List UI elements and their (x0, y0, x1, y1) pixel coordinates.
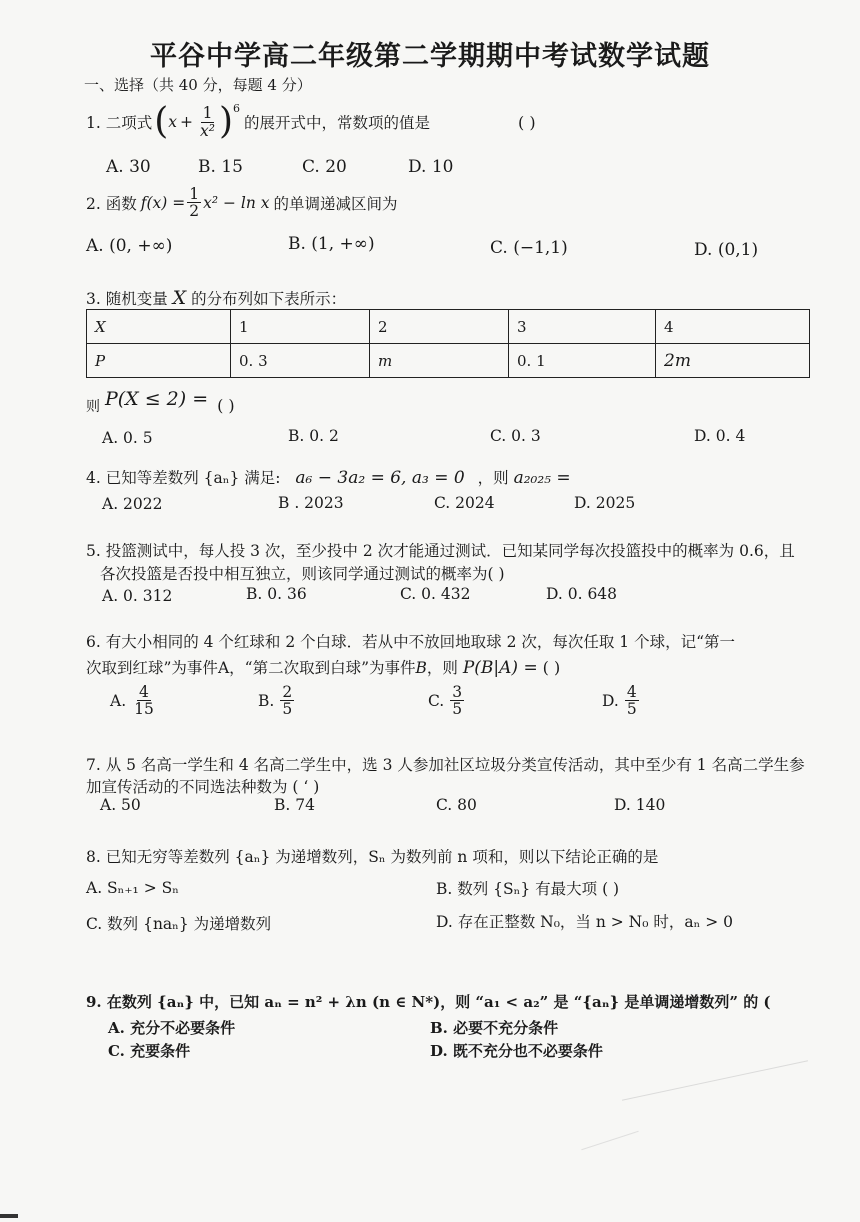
question-5-line-2: 各次投篮是否投中相互独立，则该同学通过测试的概率为( ) (100, 565, 505, 583)
q9-option-d: D. 既不充分也不必要条件 (430, 1042, 603, 1060)
q2-option-d: D. (0,1) (694, 240, 759, 260)
table-cell: 3 (509, 310, 656, 344)
q4-option-d: D. 2025 (574, 494, 636, 512)
q6-option-d: D. $\frac{4}{5}$ (602, 683, 637, 719)
scan-mark (0, 1214, 18, 1218)
q3-option-c: C. 0. 3 (490, 427, 541, 445)
table-cell: 2 (370, 310, 509, 344)
scan-mark (622, 1060, 808, 1100)
q5-option-d: D. 0. 648 (546, 585, 618, 603)
q6-option-c: C. $\frac{3}{5}$ (428, 683, 463, 719)
q2-option-c: C. (−1,1) (490, 238, 568, 258)
q1-option-b: B. 15 (198, 157, 243, 177)
table-row (87, 310, 810, 344)
q6-option-a: A. $\frac{4}{15}$ (110, 683, 154, 719)
q1-option-a: A. 30 (106, 157, 151, 177)
q8-option-d: D. 存在正整数 N₀，当 n > N₀ 时，aₙ > 0 (436, 913, 734, 931)
fraction-1-over-x-squared: $\frac{1}{\text{x²}}$ (200, 104, 215, 140)
fraction-one-half: $\frac{1}{2}$ (189, 185, 200, 221)
section-heading: 一、选择（共 40 分，每题 4 分） (84, 76, 312, 94)
question-6-line-1: 6. 有大小相同的 4 个红球和 2 个白球．若从中不放回地取球 2 次，每次任取 1 个球，记“第一 (86, 633, 736, 651)
q8-option-a: A. Sₙ₊₁ > Sₙ (86, 879, 179, 897)
q5-option-a: A. 0. 312 (102, 587, 173, 605)
question-4-stem: 4. 已知等差数列 {aₙ} 满足: a₆ − 3a₂ = 6, a₃ = 0 ，则 a₂₀₂₅ = (86, 468, 571, 488)
q1-option-c: C. 20 (302, 157, 347, 177)
table-cell: m (370, 344, 509, 378)
table-cell: X (87, 310, 231, 344)
q4-option-a: A. 2022 (102, 495, 163, 513)
q7-option-b: B. 74 (274, 796, 315, 814)
question-8-stem: 8. 已知无穷等差数列 {aₙ} 为递增数列，Sₙ 为数列前 n 项和，则以下结论正确的是 (86, 848, 659, 866)
q2-option-a: A. (0, +∞) (86, 236, 173, 256)
q9-option-b: B. 必要不充分条件 (430, 1019, 559, 1037)
question-2-stem: 2. 函数 f(x) = $\frac{1}{2}$ x² − ln x 的单调递减区间为 (86, 185, 398, 221)
page-title: 平谷中学高二年级第二学期期中考试数学试题 (150, 41, 710, 72)
table-row (87, 344, 810, 378)
question-5-line-1: 5. 投篮测试中，每人投 3 次，至少投中 2 次才能通过测试．已知某同学每次投篮投中的概率为 0.6，且 (86, 542, 795, 560)
q4-option-b: B . 2023 (278, 494, 344, 512)
table-cell: 0. 3 (231, 344, 370, 378)
table-cell: 2m (656, 344, 810, 378)
question-6-line-2: 次取到红球”为事件A，“第二次取到白球”为事件B，则 P(B|A) = ( ) (86, 658, 561, 678)
q9-option-a: A. 充分不必要条件 (108, 1019, 236, 1037)
question-3-stem: 3. 随机变量 X 的分布列如下表所示： (86, 287, 347, 309)
q7-option-d: D. 140 (614, 796, 666, 814)
table-cell: P (87, 344, 231, 378)
table-cell: 4 (656, 310, 810, 344)
q9-option-c: C. 充要条件 (108, 1042, 191, 1060)
q3-option-d: D. 0. 4 (694, 427, 746, 445)
question-7-line-1: 7. 从 5 名高一学生和 4 名高二学生中，选 3 人参加社区垃圾分类宣传活动，其中至少有 1 名高二学生参 (86, 756, 805, 774)
table-cell: 0. 1 (509, 344, 656, 378)
q3-option-a: A. 0. 5 (102, 429, 153, 447)
q4-option-c: C. 2024 (434, 494, 495, 512)
q7-option-a: A. 50 (100, 796, 141, 814)
q1-option-d: D. 10 (408, 157, 454, 177)
q6-option-b: B. $\frac{2}{5}$ (258, 683, 293, 719)
q8-option-c: C. 数列 {naₙ} 为递增数列 (86, 915, 272, 933)
table-cell: 1 (231, 310, 370, 344)
question-7-line-2: 加宣传活动的不同选法种数为 ( ‘ ) (86, 778, 320, 796)
q5-option-b: B. 0. 36 (246, 585, 307, 603)
q5-option-c: C. 0. 432 (400, 585, 471, 603)
question-1-stem: 1. 二项式 ( x + $\frac{1}{\text{x²}}$ ) 6 的展开式中，常数项的值是 ( ) (86, 101, 536, 142)
distribution-table (86, 309, 810, 378)
scan-mark (581, 1131, 638, 1150)
question-9-stem: 9. 在数列 {aₙ} 中，已知 aₙ = n² + λn (n ∈ N*)，则 “a₁ < a₂” 是 “{aₙ} 是单调递增数列” 的 ( (86, 993, 771, 1011)
question-3-expression: 则 P(X ≤ 2) = ( ) (86, 388, 235, 415)
q2-option-b: B. (1, +∞) (288, 234, 375, 254)
q7-option-c: C. 80 (436, 796, 477, 814)
q8-option-b: B. 数列 {Sₙ} 有最大项 ( ) (436, 880, 620, 898)
q3-option-b: B. 0. 2 (288, 427, 339, 445)
